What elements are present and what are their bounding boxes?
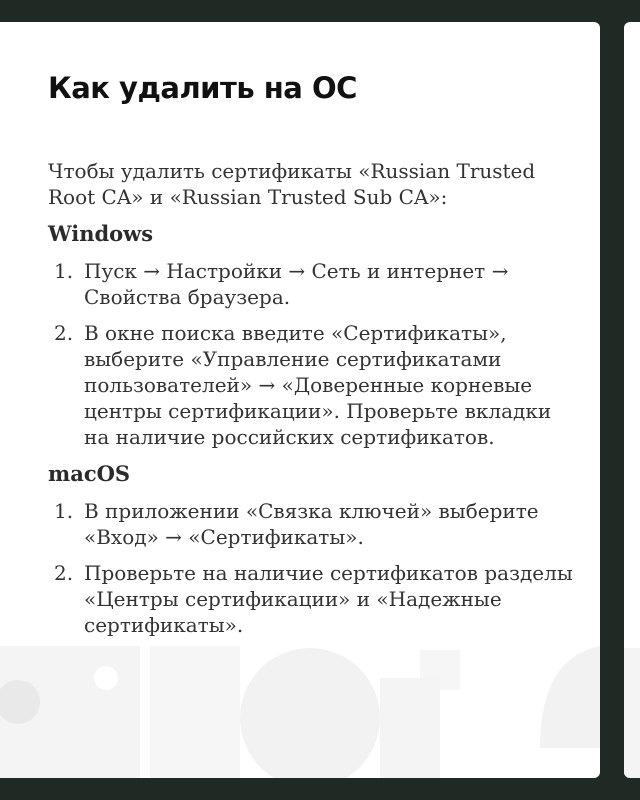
deco-shape (240, 648, 380, 778)
step-text: В приложении «Связка ключей» выберите «Вход» → «Сертификаты». (84, 499, 539, 549)
step-number: 1. (54, 499, 74, 523)
deco-shape (94, 666, 118, 690)
step-number: 1. (54, 259, 74, 283)
list-item (48, 498, 578, 550)
page-title: Как удалить на ОС (48, 71, 357, 105)
section-heading-windows: Windows (48, 221, 154, 246)
step-number: 2. (54, 321, 74, 345)
section-heading-macos: macOS (48, 461, 131, 486)
deco-shape (150, 646, 240, 778)
intro-text: Чтобы удалить сертификаты «Russian Trusted Root CA» и «Russian Trusted Sub CA»: (48, 159, 536, 209)
step-number: 2. (54, 561, 74, 585)
deco-shape (624, 648, 640, 778)
deco-shape (0, 680, 40, 724)
next-slide-card[interactable] (624, 22, 640, 778)
deco-shape (140, 696, 164, 720)
deco-shape (540, 646, 600, 748)
deco-shape (0, 646, 140, 778)
windows-steps (48, 258, 578, 450)
macos-steps (48, 498, 578, 638)
main-content (48, 66, 578, 648)
step-text: Пуск → Настройки → Сеть и интернет → Свойства браузера. (84, 259, 509, 309)
list-item (48, 258, 578, 310)
step-text: В окне поиска введите «Сертификаты», выберите «Управление сертификатами пользователей» → «Доверенные корневые центры сертификации». Проверьте вкладки на наличие российских сертификатов. (84, 321, 552, 449)
list-item (48, 320, 578, 450)
slide-card (0, 22, 600, 778)
decorative-shapes (624, 22, 640, 778)
deco-shape (380, 678, 440, 778)
list-item (48, 560, 578, 638)
step-text: Проверьте на наличие сертификатов разделы «Центры сертификации» и «Надежные сертификаты». (84, 561, 573, 637)
deco-shape (420, 650, 460, 690)
